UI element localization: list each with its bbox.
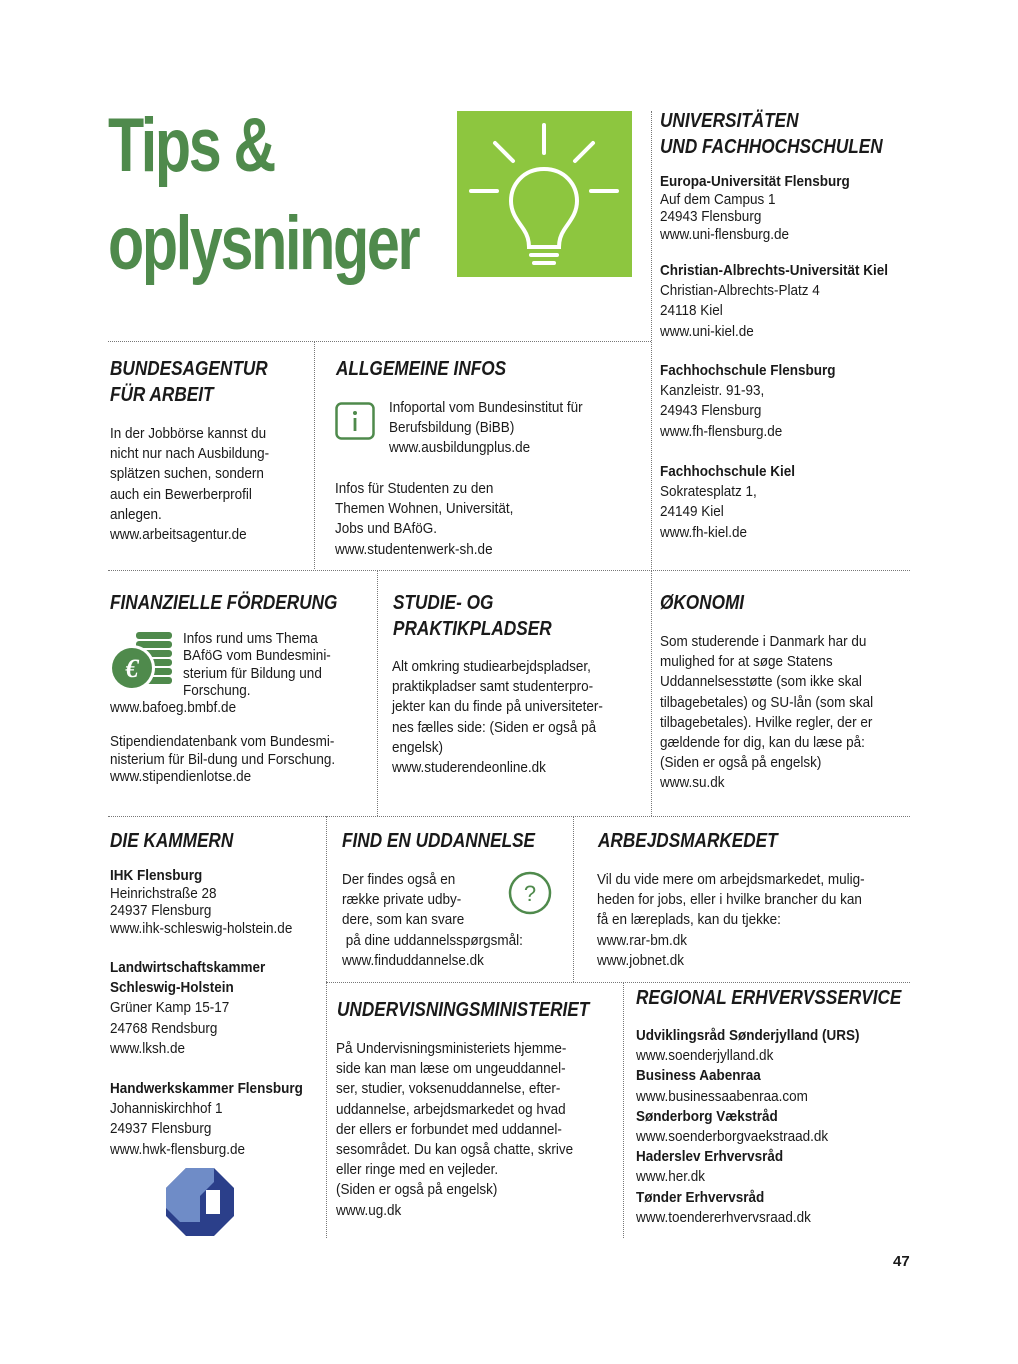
okonomi-heading: ØKONOMI (660, 592, 745, 614)
kammer-entry (110, 1079, 324, 1160)
text-line: Vil du vide mere om arbejdsmarkedet, mulig- (597, 871, 865, 888)
text-line: auch ein Bewerberprofil (110, 485, 252, 503)
website-link[interactable]: www.ihk-schleswig-holstein.de (110, 919, 293, 937)
divider (326, 982, 910, 983)
address-line: 24149 Kiel (660, 503, 724, 521)
text-line: BAföG vom Bundesmini- (183, 647, 331, 665)
kammer-entry (110, 958, 283, 1059)
address-line: 24943 Flensburg (660, 208, 762, 225)
text-line: praktikpladser samt studenterpro- (392, 678, 594, 696)
regional-heading: REGIONAL ERHVERVSSERVICE (636, 987, 902, 1009)
website-link[interactable]: www.soenderjylland.dk (636, 1047, 774, 1065)
website-link[interactable]: www.rar-bm.dk (597, 931, 688, 949)
text-line: jekter kan du finde på universiteter- (392, 698, 603, 716)
studie-text (392, 657, 626, 778)
universities-heading: UNIVERSITÄTEN (660, 110, 799, 132)
text-line: engelsk) (392, 738, 444, 756)
text-line: på dine uddannelsspørgsmål: (342, 931, 523, 949)
studie-heading: PRAKTIKPLADSER (393, 618, 552, 640)
organisation-name: Udviklingsråd Sønderjylland (URS) (636, 1027, 860, 1044)
page-title-line1: Tips & (108, 103, 275, 188)
text-line: nicht nur nach Ausbildung- (110, 445, 270, 463)
kammer-name: Handwerkskammer Flensburg (110, 1080, 303, 1097)
regional-list (636, 1026, 884, 1228)
text-line: Infos rund ums Thema (183, 630, 318, 647)
divider (326, 816, 327, 1238)
finanzielle-heading: FINANZIELLE FÖRDERUNG (110, 592, 338, 614)
okonomi-text (660, 632, 897, 794)
question-icon (508, 871, 552, 915)
svg-text:?: ? (523, 881, 537, 906)
kammer-entry (110, 867, 313, 937)
website-link[interactable]: www.fh-kiel.de (660, 523, 748, 541)
website-link[interactable]: www.uni-flensburg.de (660, 225, 790, 243)
website-link[interactable]: www.hwk-flensburg.de (110, 1140, 246, 1158)
text-line: uddannelse, arbejdsmarkedet og hvad (336, 1100, 566, 1118)
allgemeine-info-text (389, 398, 604, 459)
website-link[interactable]: www.uni-kiel.de (660, 322, 754, 340)
text-line: ser, studier, voksenuddannelse, efter- (336, 1080, 561, 1098)
divider (314, 341, 315, 569)
studie-heading: STUDIE- OG (393, 592, 494, 614)
divider (651, 111, 652, 569)
website-link[interactable]: www.finduddannelse.dk (342, 951, 484, 969)
text-line: nes fælles side: (Siden er også på (392, 718, 597, 736)
website-link[interactable]: www.studentenwerk-sh.de (335, 540, 493, 558)
kammer-name: Landwirtschaftskammer (110, 959, 266, 976)
lightbulb-icon (457, 111, 632, 277)
text-line: Som studerende i Danmark har du (660, 633, 867, 650)
allgemeine-heading: ALLGEMEINE INFOS (336, 358, 507, 380)
university-entry (660, 261, 913, 342)
text-line: Der findes også en (342, 871, 456, 888)
text-line: Infos für Studenten zu den (335, 480, 494, 497)
university-name: Fachhochschule Kiel (660, 463, 796, 480)
address-line: Sokratesplatz 1, (660, 483, 757, 501)
website-link[interactable]: www.stipendienlotse.de (110, 768, 252, 785)
text-line: mulighed for at søge Statens (660, 653, 833, 671)
text-line: splätzen suchen, sondern (110, 465, 264, 483)
text-line: nisterium für Bil-dung und Forschung. (110, 750, 336, 768)
text-line: der ellers er forbundet med uddannel- (336, 1120, 562, 1138)
text-line: anlegen. (110, 505, 162, 523)
text-line: Berufsbildung (BiBB) (389, 419, 515, 437)
website-link[interactable]: www.ug.dk (336, 1201, 402, 1219)
address-line: Grüner Kamp 15-17 (110, 999, 230, 1017)
text-line: Stipendiendatenbank vom Bundesmi- (110, 733, 335, 750)
website-link[interactable]: www.su.dk (660, 774, 725, 792)
organisation-name: Business Aabenraa (636, 1067, 761, 1085)
text-line: få en læreplads, kan du tjekke: (597, 911, 781, 929)
website-link[interactable]: www.toendererhvervsraad.dk (636, 1208, 811, 1226)
address-line: Kanzleistr. 91-93, (660, 382, 765, 400)
text-line: Forschung. (183, 681, 251, 699)
website-link[interactable]: www.bafoeg.bmbf.de (110, 699, 237, 716)
text-line: tilbagebetales). Hvilke regler, der er (660, 713, 873, 731)
divider (108, 570, 910, 571)
address-line: 24937 Flensburg (110, 1120, 212, 1138)
university-entry (660, 173, 871, 243)
text-line: eller ringe med en vejleder. (336, 1161, 499, 1179)
text-line: (Siden er også på engelsk) (660, 754, 822, 772)
university-entry (660, 361, 855, 442)
text-line: sterium für Bildung und (183, 664, 322, 682)
text-line: gældende for dig, kan du læse på: (660, 734, 865, 752)
text-line: dere, som kan svare (342, 911, 465, 929)
hwk-logo-icon (166, 1168, 234, 1236)
text-line: Infoportal vom Bundesinstitut für (389, 399, 583, 416)
text-line: (Siden er også på engelsk) (336, 1181, 498, 1199)
text-line: side kan man læse om ungeuddannel- (336, 1060, 566, 1078)
bundesagentur-heading: BUNDESAGENTUR (110, 358, 268, 380)
website-link[interactable]: www.soenderborgvaekstraad.dk (636, 1128, 829, 1146)
website-link[interactable]: www.arbeitsagentur.de (110, 526, 247, 544)
text-line: sesområdet. Du kan også chatte, skrive (336, 1141, 574, 1159)
address-line: Heinrichstraße 28 (110, 884, 217, 902)
university-name: Christian-Albrechts-Universität Kiel (660, 262, 889, 279)
kammern-heading: DIE KAMMERN (110, 830, 234, 852)
undervisning-text (336, 1039, 599, 1221)
website-link[interactable]: www.fh-flensburg.de (660, 422, 783, 440)
allgemeine-text (335, 479, 533, 560)
text-line: Themen Wohnen, Universität, (335, 500, 514, 518)
organisation-name: Tønder Erhvervsråd (636, 1188, 765, 1206)
text-line: Uddannelsesstøtte (som ikke skal (660, 673, 862, 691)
divider (651, 570, 652, 816)
undervisning-heading: UNDERVISNINGSMINISTERIET (337, 999, 590, 1021)
address-line: Auf dem Campus 1 (660, 190, 776, 208)
address-line: 24768 Rendsburg (110, 1019, 218, 1037)
kammer-name: Schleswig-Holstein (110, 979, 234, 997)
find-heading: FIND EN UDDANNELSE (342, 830, 536, 852)
university-name: Europa-Universität Flensburg (660, 173, 850, 190)
text-line: In der Jobbörse kannst du (110, 425, 267, 442)
svg-text:€: € (125, 654, 139, 683)
website-link[interactable]: www.studerendeonline.dk (392, 759, 546, 777)
address-line: 24118 Kiel (660, 302, 723, 320)
address-line: Christian-Albrechts-Platz 4 (660, 282, 820, 300)
bundesagentur-heading: FÜR ARBEIT (110, 384, 214, 406)
university-entry (660, 462, 810, 543)
arbejds-text (597, 870, 894, 971)
text-line: heden for jobs, eller i hvilke brancher du kan (597, 891, 862, 909)
finanzielle-text (110, 733, 360, 786)
universities-heading: UND FACHHOCHSCHULEN (660, 136, 883, 158)
divider (573, 816, 574, 982)
divider (108, 341, 651, 342)
divider (623, 982, 624, 1238)
website-link[interactable]: www.jobnet.dk (597, 951, 685, 969)
organisation-name: Haderslev Erhvervsråd (636, 1148, 784, 1166)
divider (377, 570, 378, 816)
website-link[interactable]: www.ausbildungplus.de (389, 439, 531, 457)
kammer-name: IHK Flensburg (110, 867, 203, 884)
website-link[interactable]: www.her.dk (636, 1168, 706, 1186)
euro-coins-icon (108, 630, 174, 692)
divider (108, 816, 910, 817)
bundesagentur-text (110, 424, 287, 545)
info-icon (335, 402, 375, 440)
organisation-name: Sønderborg Vækstråd (636, 1107, 778, 1125)
address-line: 24937 Flensburg (110, 902, 212, 919)
address-line: 24943 Flensburg (660, 402, 762, 420)
text-line: På Undervisningsministeriets hjemme- (336, 1040, 567, 1057)
text-line: tilbagebetales) og SU-lån (som skal (660, 693, 874, 711)
website-link[interactable]: www.lksh.de (110, 1039, 186, 1057)
address-line: Johanniskirchhof 1 (110, 1100, 223, 1118)
university-name: Fachhochschule Flensburg (660, 362, 836, 379)
arbejds-heading: ARBEJDSMARKEDET (598, 830, 778, 852)
text-line: række private udby- (342, 891, 462, 909)
text-line: Jobs und BAföG. (335, 520, 438, 538)
page-number: 47 (893, 1253, 910, 1270)
page-title-line2: oplysninger (108, 201, 419, 286)
text-line: Alt omkring studiearbejdspladser, (392, 658, 591, 675)
website-link[interactable]: www.businessaabenraa.com (636, 1087, 808, 1105)
finanzielle-icon-text (183, 630, 347, 699)
